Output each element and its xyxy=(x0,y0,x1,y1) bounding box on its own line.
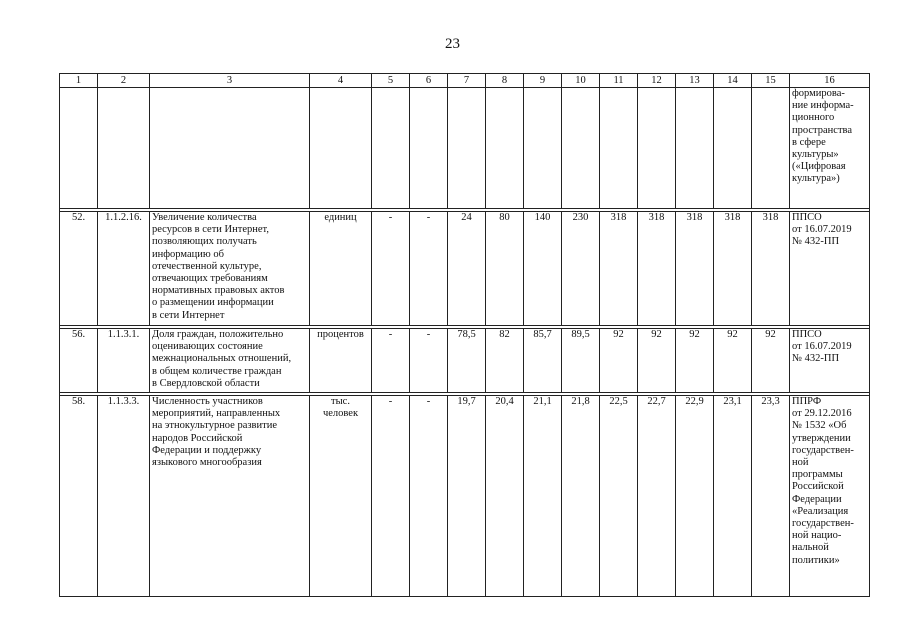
unit-cell: процентов xyxy=(310,329,372,393)
value-cell: 89,5 xyxy=(562,329,600,393)
value-cell: 82 xyxy=(486,329,524,393)
table-cell xyxy=(372,88,410,209)
source-cell: ППСО от 16.07.2019 № 432-ПП xyxy=(790,212,870,326)
value-cell: - xyxy=(372,212,410,326)
value-cell: 92 xyxy=(676,329,714,393)
value-cell: 22,9 xyxy=(676,396,714,597)
value-cell: 23,1 xyxy=(714,396,752,597)
value-cell: - xyxy=(410,396,448,597)
column-header: 4 xyxy=(310,74,372,88)
row-number: 58. xyxy=(60,396,98,597)
value-cell: - xyxy=(410,329,448,393)
table-cell xyxy=(562,88,600,209)
value-cell: 19,7 xyxy=(448,396,486,597)
table-cell xyxy=(310,88,372,209)
column-header: 5 xyxy=(372,74,410,88)
table-cell xyxy=(150,88,310,209)
indicator-name: Численность участников мероприятий, направленных на этнокультурное развитие народов Российской Федерации и поддержку языкового многообразия xyxy=(150,396,310,597)
source-cell: ППСО от 16.07.2019 № 432-ПП xyxy=(790,329,870,393)
indicator-code: 1.1.3.1. xyxy=(98,329,150,393)
table-row xyxy=(60,396,870,597)
indicators-table xyxy=(59,73,870,597)
value-cell: 21,8 xyxy=(562,396,600,597)
column-header: 12 xyxy=(638,74,676,88)
value-cell: 318 xyxy=(638,212,676,326)
indicator-code: 1.1.3.3. xyxy=(98,396,150,597)
value-cell: 318 xyxy=(714,212,752,326)
source-cell: формирова- ние информа- ционного пространства в сфере культуры» («Цифровая культура») xyxy=(790,88,870,209)
value-cell: 140 xyxy=(524,212,562,326)
indicator-name: Увеличение количества ресурсов в сети Интернет, позволяющих получать информацию об отечественной культуре, отвечающих требованиям нормативных правовых актов о размещении информации в сети Интернет xyxy=(150,212,310,326)
table-cell xyxy=(714,88,752,209)
header-row xyxy=(60,74,870,88)
table-cell xyxy=(486,88,524,209)
table-cell xyxy=(752,88,790,209)
value-cell: 230 xyxy=(562,212,600,326)
table-cell xyxy=(98,88,150,209)
column-header: 11 xyxy=(600,74,638,88)
page-number: 23 xyxy=(445,36,460,52)
source-cell: ППРФ от 29.12.2016 № 1532 «Об утверждении государствен- ной программы Российской Федерации «Реализация государствен- ной нацио- нальной политики» xyxy=(790,396,870,597)
unit-cell: единиц xyxy=(310,212,372,326)
value-cell: 318 xyxy=(676,212,714,326)
value-cell: - xyxy=(372,396,410,597)
value-cell: 92 xyxy=(752,329,790,393)
column-header: 15 xyxy=(752,74,790,88)
table-cell xyxy=(448,88,486,209)
column-header: 9 xyxy=(524,74,562,88)
indicator-name: Доля граждан, положительно оценивающих состояние межнациональных отношений, в общем количестве граждан в Свердловской области xyxy=(150,329,310,393)
value-cell: 23,3 xyxy=(752,396,790,597)
value-cell: 318 xyxy=(600,212,638,326)
column-header: 2 xyxy=(98,74,150,88)
value-cell: 20,4 xyxy=(486,396,524,597)
value-cell: 80 xyxy=(486,212,524,326)
table-cell xyxy=(600,88,638,209)
unit-cell: тыс. человек xyxy=(310,396,372,597)
column-header: 10 xyxy=(562,74,600,88)
row-number: 56. xyxy=(60,329,98,393)
value-cell: 22,5 xyxy=(600,396,638,597)
column-header: 8 xyxy=(486,74,524,88)
column-header: 16 xyxy=(790,74,870,88)
value-cell: 85,7 xyxy=(524,329,562,393)
value-cell: 22,7 xyxy=(638,396,676,597)
indicator-code: 1.1.2.16. xyxy=(98,212,150,326)
value-cell: - xyxy=(372,329,410,393)
table-cell xyxy=(524,88,562,209)
table-cell xyxy=(638,88,676,209)
column-header: 14 xyxy=(714,74,752,88)
value-cell: 92 xyxy=(600,329,638,393)
value-cell: 92 xyxy=(714,329,752,393)
value-cell: 21,1 xyxy=(524,396,562,597)
row-number: 52. xyxy=(60,212,98,326)
column-header: 13 xyxy=(676,74,714,88)
table-cell xyxy=(676,88,714,209)
column-header: 6 xyxy=(410,74,448,88)
value-cell: 78,5 xyxy=(448,329,486,393)
value-cell: - xyxy=(410,212,448,326)
value-cell: 318 xyxy=(752,212,790,326)
column-header: 1 xyxy=(60,74,98,88)
value-cell: 92 xyxy=(638,329,676,393)
table-row xyxy=(60,329,870,393)
table-cell xyxy=(410,88,448,209)
column-header: 3 xyxy=(150,74,310,88)
table-row xyxy=(60,212,870,326)
value-cell: 24 xyxy=(448,212,486,326)
table-cell xyxy=(60,88,98,209)
table-row-continuation xyxy=(60,88,870,209)
column-header: 7 xyxy=(448,74,486,88)
